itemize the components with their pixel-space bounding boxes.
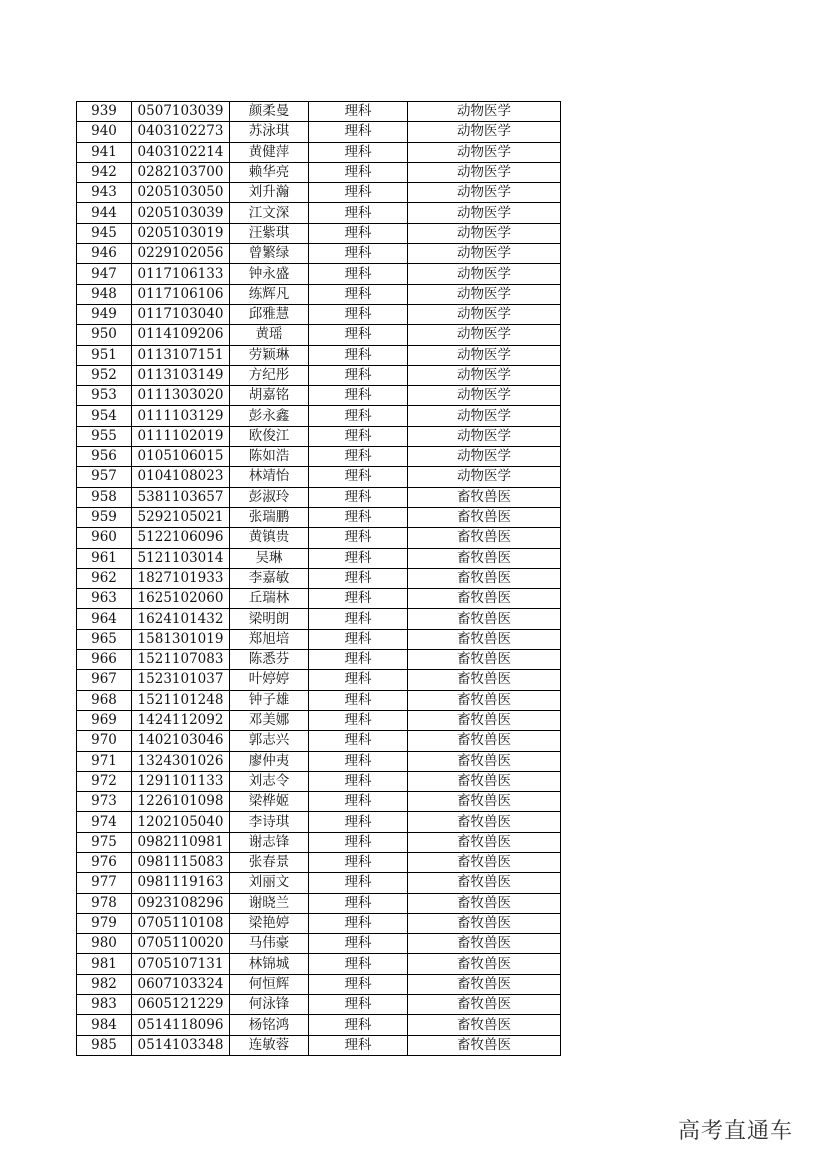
exam-id-cell: 0117103040 xyxy=(132,304,230,324)
subject-type-cell: 理科 xyxy=(309,995,408,1015)
row-number-cell: 945 xyxy=(77,223,132,243)
table-row xyxy=(77,710,561,730)
table-row xyxy=(77,974,561,994)
exam-id-cell: 0229102056 xyxy=(132,244,230,264)
student-name-cell: 何恒辉 xyxy=(230,974,309,994)
exam-id-cell: 0705107131 xyxy=(132,954,230,974)
student-name-cell: 丘瑞林 xyxy=(230,589,309,609)
major-cell: 畜牧兽医 xyxy=(408,528,561,548)
subject-type-cell: 理科 xyxy=(309,426,408,446)
subject-type-cell: 理科 xyxy=(309,873,408,893)
major-cell: 畜牧兽医 xyxy=(408,670,561,690)
student-name-cell: 杨铭鸿 xyxy=(230,1015,309,1035)
row-number-cell: 978 xyxy=(77,893,132,913)
major-cell: 畜牧兽医 xyxy=(408,710,561,730)
subject-type-cell: 理科 xyxy=(309,629,408,649)
major-cell: 畜牧兽医 xyxy=(408,507,561,527)
subject-type-cell: 理科 xyxy=(309,771,408,791)
subject-type-cell: 理科 xyxy=(309,1035,408,1055)
student-name-cell: 张瑞鹏 xyxy=(230,507,309,527)
row-number-cell: 973 xyxy=(77,792,132,812)
exam-id-cell: 0705110108 xyxy=(132,913,230,933)
major-cell: 动物医学 xyxy=(408,386,561,406)
row-number-cell: 975 xyxy=(77,832,132,852)
exam-id-cell: 5292105021 xyxy=(132,507,230,527)
subject-type-cell: 理科 xyxy=(309,102,408,122)
exam-id-cell: 1424112092 xyxy=(132,710,230,730)
subject-type-cell: 理科 xyxy=(309,122,408,142)
subject-type-cell: 理科 xyxy=(309,183,408,203)
table-row xyxy=(77,751,561,771)
major-cell: 畜牧兽医 xyxy=(408,995,561,1015)
row-number-cell: 941 xyxy=(77,142,132,162)
exam-id-cell: 1324301026 xyxy=(132,751,230,771)
student-name-cell: 张春景 xyxy=(230,852,309,872)
major-cell: 畜牧兽医 xyxy=(408,487,561,507)
exam-id-cell: 0923108296 xyxy=(132,893,230,913)
subject-type-cell: 理科 xyxy=(309,386,408,406)
major-cell: 动物医学 xyxy=(408,244,561,264)
student-name-cell: 欧俊江 xyxy=(230,426,309,446)
major-cell: 畜牧兽医 xyxy=(408,954,561,974)
subject-type-cell: 理科 xyxy=(309,528,408,548)
student-name-cell: 马伟豪 xyxy=(230,934,309,954)
exam-id-cell: 0607103324 xyxy=(132,974,230,994)
subject-type-cell: 理科 xyxy=(309,1015,408,1035)
table-row xyxy=(77,731,561,751)
student-name-cell: 黄健萍 xyxy=(230,142,309,162)
table-row xyxy=(77,406,561,426)
row-number-cell: 962 xyxy=(77,568,132,588)
exam-id-cell: 0705110020 xyxy=(132,934,230,954)
subject-type-cell: 理科 xyxy=(309,852,408,872)
exam-id-cell: 1521101248 xyxy=(132,690,230,710)
student-name-cell: 刘志令 xyxy=(230,771,309,791)
subject-type-cell: 理科 xyxy=(309,670,408,690)
table-row xyxy=(77,568,561,588)
row-number-cell: 985 xyxy=(77,1035,132,1055)
subject-type-cell: 理科 xyxy=(309,650,408,670)
row-number-cell: 946 xyxy=(77,244,132,264)
row-number-cell: 960 xyxy=(77,528,132,548)
subject-type-cell: 理科 xyxy=(309,710,408,730)
major-cell: 畜牧兽医 xyxy=(408,690,561,710)
student-name-cell: 赖华亮 xyxy=(230,162,309,182)
major-cell: 畜牧兽医 xyxy=(408,792,561,812)
major-cell: 畜牧兽医 xyxy=(408,731,561,751)
exam-id-cell: 0282103700 xyxy=(132,162,230,182)
exam-id-cell: 0205103039 xyxy=(132,203,230,223)
table-row xyxy=(77,690,561,710)
major-cell: 畜牧兽医 xyxy=(408,873,561,893)
subject-type-cell: 理科 xyxy=(309,731,408,751)
student-name-cell: 钟子雄 xyxy=(230,690,309,710)
major-cell: 畜牧兽医 xyxy=(408,852,561,872)
exam-id-cell: 1202105040 xyxy=(132,812,230,832)
major-cell: 畜牧兽医 xyxy=(408,913,561,933)
subject-type-cell: 理科 xyxy=(309,974,408,994)
row-number-cell: 966 xyxy=(77,650,132,670)
subject-type-cell: 理科 xyxy=(309,406,408,426)
table-row xyxy=(77,893,561,913)
exam-id-cell: 5381103657 xyxy=(132,487,230,507)
major-cell: 畜牧兽医 xyxy=(408,751,561,771)
row-number-cell: 982 xyxy=(77,974,132,994)
exam-id-cell: 1521107083 xyxy=(132,650,230,670)
table-row xyxy=(77,223,561,243)
row-number-cell: 974 xyxy=(77,812,132,832)
exam-id-cell: 0205103050 xyxy=(132,183,230,203)
student-name-cell: 李嘉敏 xyxy=(230,568,309,588)
subject-type-cell: 理科 xyxy=(309,345,408,365)
row-number-cell: 969 xyxy=(77,710,132,730)
table-row xyxy=(77,913,561,933)
row-number-cell: 954 xyxy=(77,406,132,426)
table-row xyxy=(77,102,561,122)
major-cell: 畜牧兽医 xyxy=(408,548,561,568)
table-row xyxy=(77,325,561,345)
major-cell: 畜牧兽医 xyxy=(408,568,561,588)
exam-id-cell: 1226101098 xyxy=(132,792,230,812)
major-cell: 畜牧兽医 xyxy=(408,832,561,852)
student-name-cell: 梁艳婷 xyxy=(230,913,309,933)
major-cell: 畜牧兽医 xyxy=(408,974,561,994)
major-cell: 畜牧兽医 xyxy=(408,629,561,649)
exam-id-cell: 0403102214 xyxy=(132,142,230,162)
subject-type-cell: 理科 xyxy=(309,589,408,609)
major-cell: 动物医学 xyxy=(408,345,561,365)
table-row xyxy=(77,304,561,324)
exam-id-cell: 5122106096 xyxy=(132,528,230,548)
table-row xyxy=(77,162,561,182)
table-row xyxy=(77,670,561,690)
student-name-cell: 胡嘉铭 xyxy=(230,386,309,406)
subject-type-cell: 理科 xyxy=(309,203,408,223)
subject-type-cell: 理科 xyxy=(309,447,408,467)
student-name-cell: 陈如浩 xyxy=(230,447,309,467)
row-number-cell: 959 xyxy=(77,507,132,527)
major-cell: 畜牧兽医 xyxy=(408,934,561,954)
row-number-cell: 950 xyxy=(77,325,132,345)
exam-id-cell: 0403102273 xyxy=(132,122,230,142)
row-number-cell: 949 xyxy=(77,304,132,324)
major-cell: 畜牧兽医 xyxy=(408,893,561,913)
table-row xyxy=(77,812,561,832)
row-number-cell: 967 xyxy=(77,670,132,690)
student-name-cell: 叶婷婷 xyxy=(230,670,309,690)
table-row xyxy=(77,386,561,406)
row-number-cell: 976 xyxy=(77,852,132,872)
row-number-cell: 964 xyxy=(77,609,132,629)
exam-id-cell: 0514118096 xyxy=(132,1015,230,1035)
table-row xyxy=(77,609,561,629)
table-row xyxy=(77,528,561,548)
row-number-cell: 979 xyxy=(77,913,132,933)
student-name-cell: 江文深 xyxy=(230,203,309,223)
table-row xyxy=(77,122,561,142)
subject-type-cell: 理科 xyxy=(309,162,408,182)
row-number-cell: 955 xyxy=(77,426,132,446)
major-cell: 畜牧兽医 xyxy=(408,609,561,629)
major-cell: 动物医学 xyxy=(408,467,561,487)
table-row xyxy=(77,1015,561,1035)
table-row xyxy=(77,244,561,264)
exam-id-cell: 0105106015 xyxy=(132,447,230,467)
exam-id-cell: 1523101037 xyxy=(132,670,230,690)
table-row xyxy=(77,183,561,203)
exam-id-cell: 0117106106 xyxy=(132,284,230,304)
subject-type-cell: 理科 xyxy=(309,812,408,832)
exam-id-cell: 0117106133 xyxy=(132,264,230,284)
exam-id-cell: 0982110981 xyxy=(132,832,230,852)
exam-id-cell: 0514103348 xyxy=(132,1035,230,1055)
row-number-cell: 942 xyxy=(77,162,132,182)
row-number-cell: 980 xyxy=(77,934,132,954)
subject-type-cell: 理科 xyxy=(309,467,408,487)
watermark: 高考直通车 xyxy=(678,1119,794,1144)
major-cell: 动物医学 xyxy=(408,325,561,345)
exam-id-cell: 0111102019 xyxy=(132,426,230,446)
table-row xyxy=(77,934,561,954)
major-cell: 动物医学 xyxy=(408,223,561,243)
table-row xyxy=(77,650,561,670)
student-name-cell: 邱雅慧 xyxy=(230,304,309,324)
table-row xyxy=(77,284,561,304)
exam-id-cell: 1624101432 xyxy=(132,609,230,629)
row-number-cell: 952 xyxy=(77,365,132,385)
exam-id-cell: 0111103129 xyxy=(132,406,230,426)
subject-type-cell: 理科 xyxy=(309,934,408,954)
student-name-cell: 郑旭培 xyxy=(230,629,309,649)
table-row xyxy=(77,589,561,609)
major-cell: 动物医学 xyxy=(408,447,561,467)
row-number-cell: 983 xyxy=(77,995,132,1015)
exam-id-cell: 0113107151 xyxy=(132,345,230,365)
subject-type-cell: 理科 xyxy=(309,913,408,933)
subject-type-cell: 理科 xyxy=(309,284,408,304)
major-cell: 动物医学 xyxy=(408,426,561,446)
subject-type-cell: 理科 xyxy=(309,568,408,588)
student-name-cell: 劳颖琳 xyxy=(230,345,309,365)
row-number-cell: 970 xyxy=(77,731,132,751)
student-name-cell: 林靖怡 xyxy=(230,467,309,487)
exam-id-cell: 0104108023 xyxy=(132,467,230,487)
exam-id-cell: 1402103046 xyxy=(132,731,230,751)
table-row xyxy=(77,426,561,446)
major-cell: 动物医学 xyxy=(408,304,561,324)
student-name-cell: 方纪彤 xyxy=(230,365,309,385)
table-row xyxy=(77,548,561,568)
row-number-cell: 951 xyxy=(77,345,132,365)
major-cell: 动物医学 xyxy=(408,183,561,203)
subject-type-cell: 理科 xyxy=(309,690,408,710)
row-number-cell: 948 xyxy=(77,284,132,304)
table-row xyxy=(77,467,561,487)
student-name-cell: 郭志兴 xyxy=(230,731,309,751)
student-name-cell: 李诗琪 xyxy=(230,812,309,832)
admission-list-table xyxy=(76,101,561,1056)
major-cell: 动物医学 xyxy=(408,406,561,426)
subject-type-cell: 理科 xyxy=(309,244,408,264)
row-number-cell: 957 xyxy=(77,467,132,487)
subject-type-cell: 理科 xyxy=(309,954,408,974)
student-name-cell: 何泳锋 xyxy=(230,995,309,1015)
table-row xyxy=(77,873,561,893)
student-name-cell: 刘升瀚 xyxy=(230,183,309,203)
student-name-cell: 连敏蓉 xyxy=(230,1035,309,1055)
table-row xyxy=(77,447,561,467)
exam-id-cell: 1827101933 xyxy=(132,568,230,588)
major-cell: 动物医学 xyxy=(408,122,561,142)
student-name-cell: 廖仲夷 xyxy=(230,751,309,771)
exam-id-cell: 1625102060 xyxy=(132,589,230,609)
row-number-cell: 944 xyxy=(77,203,132,223)
table-row xyxy=(77,365,561,385)
exam-id-cell: 0205103019 xyxy=(132,223,230,243)
student-name-cell: 曾繁绿 xyxy=(230,244,309,264)
row-number-cell: 972 xyxy=(77,771,132,791)
row-number-cell: 977 xyxy=(77,873,132,893)
student-name-cell: 颜柔曼 xyxy=(230,102,309,122)
row-number-cell: 956 xyxy=(77,447,132,467)
table-row xyxy=(77,1035,561,1055)
subject-type-cell: 理科 xyxy=(309,365,408,385)
student-name-cell: 汪紫琪 xyxy=(230,223,309,243)
subject-type-cell: 理科 xyxy=(309,487,408,507)
table-row xyxy=(77,345,561,365)
major-cell: 畜牧兽医 xyxy=(408,771,561,791)
row-number-cell: 963 xyxy=(77,589,132,609)
major-cell: 动物医学 xyxy=(408,365,561,385)
major-cell: 动物医学 xyxy=(408,142,561,162)
exam-id-cell: 0605121229 xyxy=(132,995,230,1015)
exam-id-cell: 1291101133 xyxy=(132,771,230,791)
major-cell: 畜牧兽医 xyxy=(408,1035,561,1055)
student-name-cell: 彭永鑫 xyxy=(230,406,309,426)
subject-type-cell: 理科 xyxy=(309,792,408,812)
table-row xyxy=(77,832,561,852)
table-row xyxy=(77,203,561,223)
row-number-cell: 971 xyxy=(77,751,132,771)
student-name-cell: 梁明朗 xyxy=(230,609,309,629)
subject-type-cell: 理科 xyxy=(309,507,408,527)
student-name-cell: 吴琳 xyxy=(230,548,309,568)
exam-id-cell: 0111303020 xyxy=(132,386,230,406)
student-name-cell: 刘丽文 xyxy=(230,873,309,893)
student-name-cell: 黄镇贵 xyxy=(230,528,309,548)
major-cell: 动物医学 xyxy=(408,162,561,182)
exam-id-cell: 0981119163 xyxy=(132,873,230,893)
row-number-cell: 965 xyxy=(77,629,132,649)
subject-type-cell: 理科 xyxy=(309,142,408,162)
table-row xyxy=(77,771,561,791)
student-name-cell: 黄瑶 xyxy=(230,325,309,345)
major-cell: 畜牧兽医 xyxy=(408,812,561,832)
student-name-cell: 彭淑玲 xyxy=(230,487,309,507)
major-cell: 动物医学 xyxy=(408,284,561,304)
table-row xyxy=(77,142,561,162)
row-number-cell: 958 xyxy=(77,487,132,507)
major-cell: 畜牧兽医 xyxy=(408,650,561,670)
exam-id-cell: 5121103014 xyxy=(132,548,230,568)
major-cell: 动物医学 xyxy=(408,264,561,284)
student-name-cell: 林锦城 xyxy=(230,954,309,974)
row-number-cell: 939 xyxy=(77,102,132,122)
exam-id-cell: 0507103039 xyxy=(132,102,230,122)
table-row xyxy=(77,995,561,1015)
subject-type-cell: 理科 xyxy=(309,548,408,568)
table-body xyxy=(77,102,561,1056)
student-name-cell: 谢晓兰 xyxy=(230,893,309,913)
major-cell: 畜牧兽医 xyxy=(408,1015,561,1035)
table-row xyxy=(77,792,561,812)
student-name-cell: 邓美娜 xyxy=(230,710,309,730)
major-cell: 动物医学 xyxy=(408,102,561,122)
row-number-cell: 943 xyxy=(77,183,132,203)
subject-type-cell: 理科 xyxy=(309,609,408,629)
subject-type-cell: 理科 xyxy=(309,325,408,345)
subject-type-cell: 理科 xyxy=(309,223,408,243)
row-number-cell: 940 xyxy=(77,122,132,142)
student-name-cell: 钟永盛 xyxy=(230,264,309,284)
row-number-cell: 961 xyxy=(77,548,132,568)
row-number-cell: 968 xyxy=(77,690,132,710)
subject-type-cell: 理科 xyxy=(309,264,408,284)
student-name-cell: 苏泳琪 xyxy=(230,122,309,142)
student-name-cell: 梁桦姬 xyxy=(230,792,309,812)
subject-type-cell: 理科 xyxy=(309,832,408,852)
subject-type-cell: 理科 xyxy=(309,751,408,771)
subject-type-cell: 理科 xyxy=(309,893,408,913)
table-row xyxy=(77,507,561,527)
row-number-cell: 984 xyxy=(77,1015,132,1035)
row-number-cell: 953 xyxy=(77,386,132,406)
table-row xyxy=(77,264,561,284)
subject-type-cell: 理科 xyxy=(309,304,408,324)
exam-id-cell: 0981115083 xyxy=(132,852,230,872)
major-cell: 动物医学 xyxy=(408,203,561,223)
student-name-cell: 谢志锋 xyxy=(230,832,309,852)
exam-id-cell: 0113103149 xyxy=(132,365,230,385)
exam-id-cell: 1581301019 xyxy=(132,629,230,649)
table-row xyxy=(77,852,561,872)
major-cell: 畜牧兽医 xyxy=(408,589,561,609)
table-row xyxy=(77,629,561,649)
table-row xyxy=(77,954,561,974)
student-name-cell: 陈悉芬 xyxy=(230,650,309,670)
table-row xyxy=(77,487,561,507)
student-name-cell: 练辉凡 xyxy=(230,284,309,304)
row-number-cell: 947 xyxy=(77,264,132,284)
exam-id-cell: 0114109206 xyxy=(132,325,230,345)
row-number-cell: 981 xyxy=(77,954,132,974)
